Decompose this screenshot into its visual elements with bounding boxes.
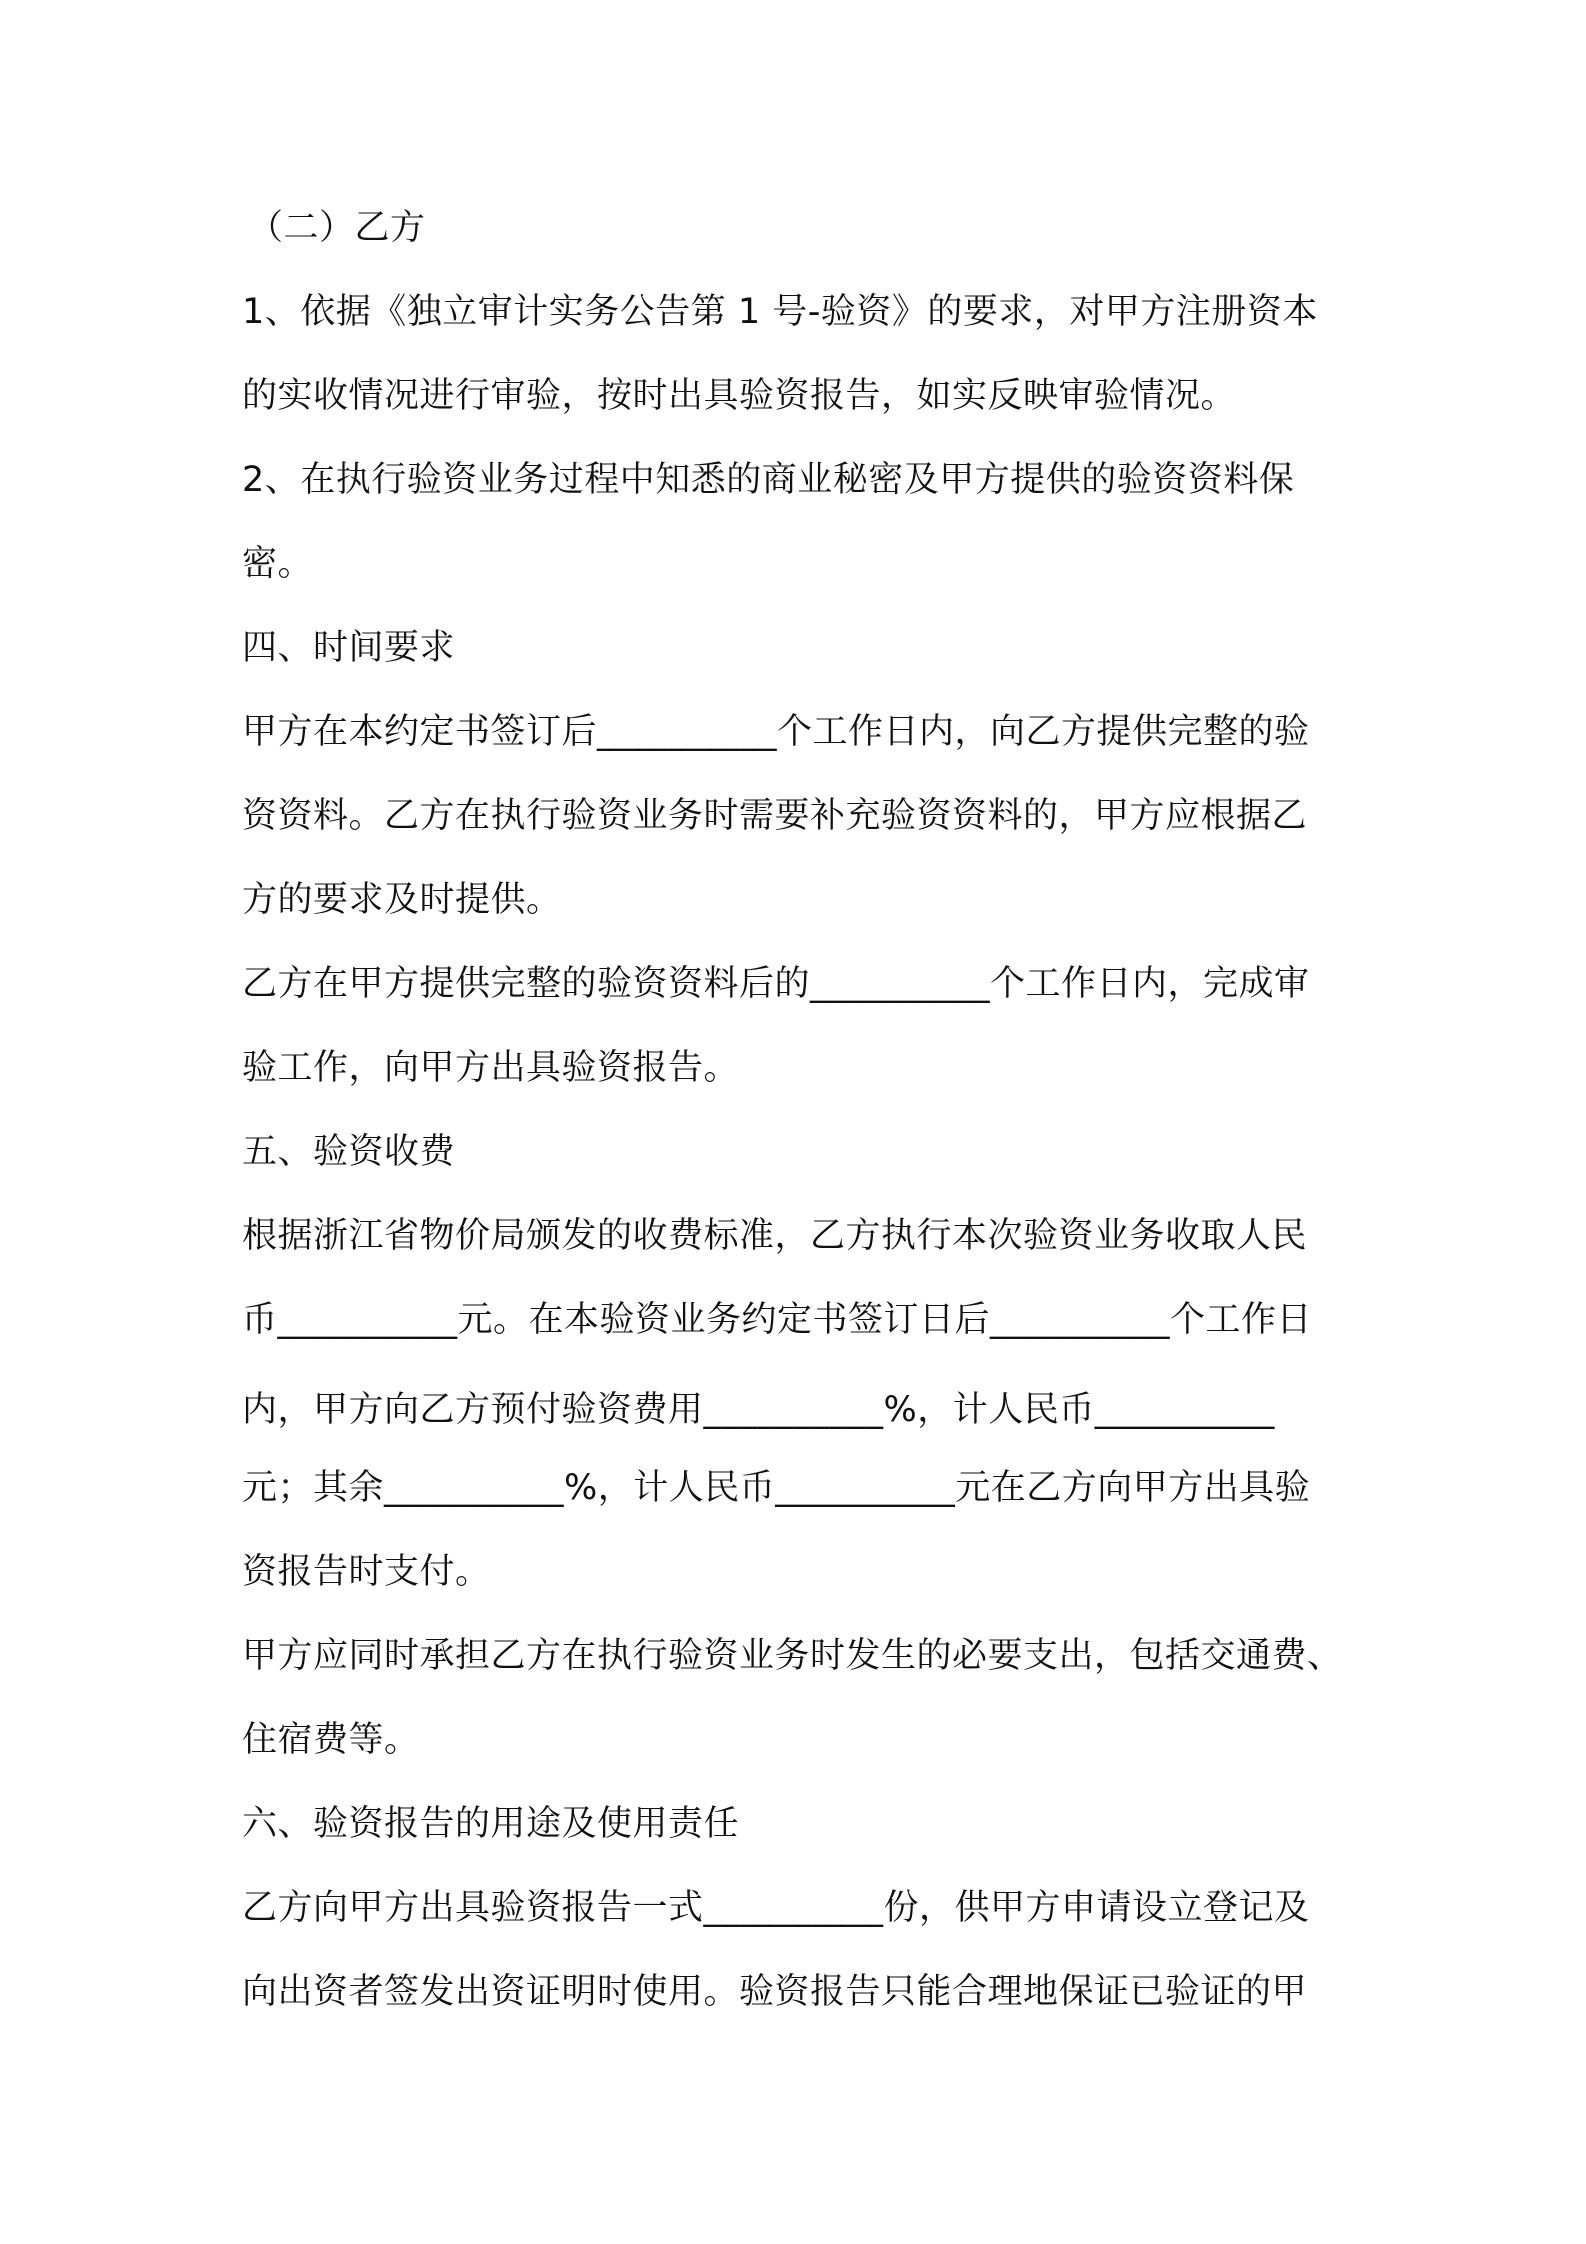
paragraph-line: 根据浙江省物价局颁发的收费标准，乙方执行本次验资业务收取人民: [242, 1216, 1308, 1256]
paragraph-line: 乙方在甲方提供完整的验资资料后的__________个工作日内，完成审: [242, 964, 1310, 1004]
paragraph-line: 1、依据《独立审计实务公告第 1 号-验资》的要求，对甲方注册资本: [242, 292, 1318, 332]
paragraph-line: 乙方向甲方出具验资报告一式__________份，供甲方申请设立登记及: [242, 1888, 1310, 1928]
paragraph-line: 甲方在本约定书签订后__________个工作日内，向乙方提供完整的验: [242, 712, 1310, 752]
paragraph-line: 2、在执行验资业务过程中知悉的商业秘密及甲方提供的验资资料保: [242, 460, 1295, 500]
paragraph-line: 元；其余__________%，计人民币__________元在乙方向甲方出具验: [242, 1468, 1311, 1508]
section-heading-fees: 五、验资收费: [242, 1132, 456, 1172]
section-heading-report-use: 六、验资报告的用途及使用责任: [242, 1804, 740, 1844]
paragraph-line: 住宿费等。: [242, 1720, 420, 1760]
paragraph-line: 币__________元。在本验资业务约定书签订日后__________个工作日: [242, 1300, 1313, 1340]
section-heading-party-b: （二）乙方: [248, 208, 426, 248]
paragraph-line: 密。: [242, 544, 314, 584]
paragraph-line: 验工作，向甲方出具验资报告。: [242, 1048, 740, 1088]
paragraph-line: 的实收情况进行审验，按时出具验资报告，如实反映审验情况。: [242, 376, 1237, 416]
paragraph-line: 资资料。乙方在执行验资业务时需要补充验资资料的，甲方应根据乙: [242, 796, 1308, 836]
paragraph-line: 方的要求及时提供。: [242, 880, 562, 920]
paragraph-line: 甲方应同时承担乙方在执行验资业务时发生的必要支出，包括交通费、: [242, 1636, 1343, 1676]
paragraph-line: 内，甲方向乙方预付验资费用__________%，计人民币__________: [242, 1390, 1275, 1430]
section-heading-time-requirement: 四、时间要求: [242, 628, 456, 668]
paragraph-line: 向出资者签发出资证明时使用。验资报告只能合理地保证已验证的甲: [242, 1972, 1308, 2012]
paragraph-line: 资报告时支付。: [242, 1552, 491, 1592]
